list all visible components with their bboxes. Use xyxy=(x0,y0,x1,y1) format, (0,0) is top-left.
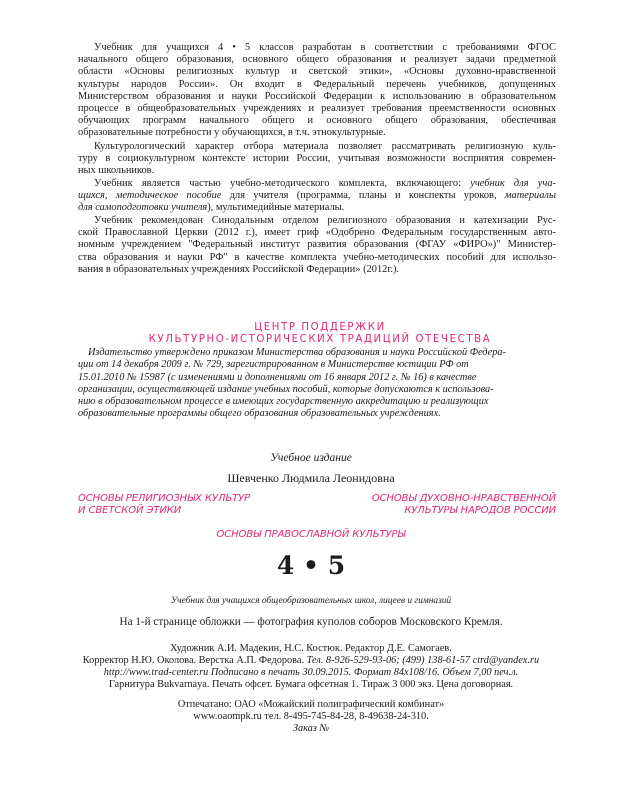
text-line: Культурологический характер отбора материала позволяет рассматривать религиозную куль- xyxy=(94,141,556,152)
text-line: ции от 14 декабря 2009 г. № 729, зарегистрированном в Министерстве юстиции РФ от xyxy=(78,359,469,371)
series-left-line1: ОСНОВЫ РЕЛИГИОЗНЫХ КУЛЬТУР xyxy=(78,493,251,504)
center-name-line2: КУЛЬТУРНО-ИСТОРИЧЕСКИХ ТРАДИЦИЙ ОТЕЧЕСТВА xyxy=(148,334,492,345)
credits-line: Художник А.И. Мадекин, Н.С. Костюк. Редактор Д.Е. Самогаев. xyxy=(170,643,452,654)
text-line xyxy=(78,190,556,202)
series-left xyxy=(78,493,250,517)
text-line: Учебник для учащихся 4 • 5 классов разработан в соответствии с требованиями ФГОС xyxy=(94,42,556,53)
text-line: Издательство утверждено приказом Министерства образования и науки Российской Федера- xyxy=(88,347,506,358)
intro-paragraph xyxy=(78,42,556,140)
text-line xyxy=(78,202,556,214)
grade-label: 4 • 5 xyxy=(276,551,346,580)
recommendation-paragraph xyxy=(78,215,556,276)
credits-contacts: Тел. 8-926-529-93-06; (499) 138-61-57 ctrd@yandex.ru xyxy=(306,654,540,666)
culturological-paragraph xyxy=(78,141,556,178)
text-span-italic: материалы xyxy=(504,190,556,202)
center-name-line1: ЦЕНТР ПОДДЕРЖКИ xyxy=(254,322,386,333)
text-line: 15.01.2010 № 15987 (с изменениями и дополнениями от 16 января 2012 г. № 16) в качестве xyxy=(78,371,477,383)
text-span-italic: для самоподготовки учителя xyxy=(78,202,208,214)
edition-type: Учебное издание xyxy=(270,452,352,464)
author-name: Шевченко Людмила Леонидовна xyxy=(227,471,395,485)
text-line: ных школьников. xyxy=(78,165,155,177)
approval-paragraph xyxy=(78,347,556,421)
text-line: образовательные программы общего образования образовательных учреждениях. xyxy=(78,408,441,420)
text-line: номным учреждением "Федеральный институт развития образования (ФГАУ «ФИРО»)" Министер- xyxy=(78,239,556,251)
series-left-line2: И СВЕТСКОЙ ЭТИКИ xyxy=(78,505,182,516)
credits-span: Корректор Н.Ю. Околова. Верстка А.П. Федорова. xyxy=(82,654,307,666)
text-line: ства образования и науки РФ" в качестве комплекта учебно-методических пособий для использо- xyxy=(78,251,556,263)
text-line: начального общего образования, основного общего образования и реализует задачи предметной xyxy=(78,54,556,66)
credits-line xyxy=(0,667,622,679)
audience-line: Учебник для учащихся общеобразовательных школ, лицеев и гимназий xyxy=(170,596,452,606)
printer-block xyxy=(0,699,622,735)
text-line: культуры народов России». Он входит в Федеральный перечень учебников, допущенных xyxy=(78,78,556,90)
series-right-line2: КУЛЬТУРЫ НАРОДОВ РОССИИ xyxy=(404,505,556,516)
printer-line: Отпечатано: ОАО «Можайский полиграфический комбинат» xyxy=(177,699,445,710)
text-line: вания в образовательных учреждениях Российской Федерации» (2012г.). xyxy=(78,263,400,275)
text-line: нию в образовательном процессе в имеющих государственную аккредитацию и реализующих xyxy=(78,396,489,408)
series-right-line1: ОСНОВЫ ДУХОВНО-НРАВСТВЕННОЙ xyxy=(371,493,556,504)
text-span-italic: учебник для уча- xyxy=(470,178,556,189)
printer-line: www.oaompk.ru тел. 8-495-745-84-28, 8-49638-24-310. xyxy=(193,710,429,722)
text-span-italic: методическое пособие xyxy=(115,190,222,202)
text-span: Учебник является частью учебно-методического комплекта, включающего: xyxy=(94,178,471,189)
text-span: для учителя (программа, планы и конспекты уроков, xyxy=(221,190,505,202)
credits-line: Гарнитура Bukvarnaya. Печать офсет. Бумага офсетная 1. Тираж 3 000 экз. Цена договорная. xyxy=(108,678,514,690)
text-line: Учебник рекомендован Синодальным отделом религиозного образования и катехизации Рус- xyxy=(94,215,556,226)
credits-span: Подписано в печать 30.09.2015. Формат 84х108/16. Объем 7,00 печ.л. xyxy=(208,666,519,678)
text-line xyxy=(78,178,556,190)
complex-paragraph xyxy=(78,178,556,215)
text-line: Министерством образования и науки Российской Федерации к использованию в образовательном xyxy=(78,90,556,102)
order-number: Заказ № xyxy=(292,722,330,734)
text-line: туру в социокультурном контексте истории России, учитывая возможности восприятия современ- xyxy=(78,153,556,165)
text-span: , xyxy=(104,190,116,202)
text-line: организации, осуществляющей издание учебных пособий, которые допускаются к использова- xyxy=(78,383,494,395)
text-line: образовательные потребности у обучающихся, в т.ч. этнокультурные. xyxy=(78,127,386,139)
credits-line xyxy=(0,655,622,667)
text-line: обучающих программ начального общего и основного общего образования, обеспечивая xyxy=(78,115,556,127)
series-center: ОСНОВЫ ПРАВОСЛАВНОЙ КУЛЬТУРЫ xyxy=(216,529,406,540)
text-line: ской Православной Церкви (2012 г.), имеет гриф «Одобрено Федеральным государственным авто- xyxy=(78,227,556,239)
text-span-italic: щихся xyxy=(78,190,105,202)
cover-note: На 1-й странице обложки — фотография куполов соборов Московского Кремля. xyxy=(119,616,503,628)
text-span: ), мультимедийные материалы. xyxy=(207,202,345,214)
text-line: области «Основы религиозных культур и светской этики», «Основы духовно-нравственной xyxy=(78,66,556,78)
text-line: процессе в общеобразовательных учреждениях и реализует требования преемственности основных xyxy=(78,103,556,115)
series-right xyxy=(356,493,556,517)
credits-block xyxy=(0,643,622,691)
website-link[interactable]: http://www.trad-center.ru xyxy=(103,666,209,678)
